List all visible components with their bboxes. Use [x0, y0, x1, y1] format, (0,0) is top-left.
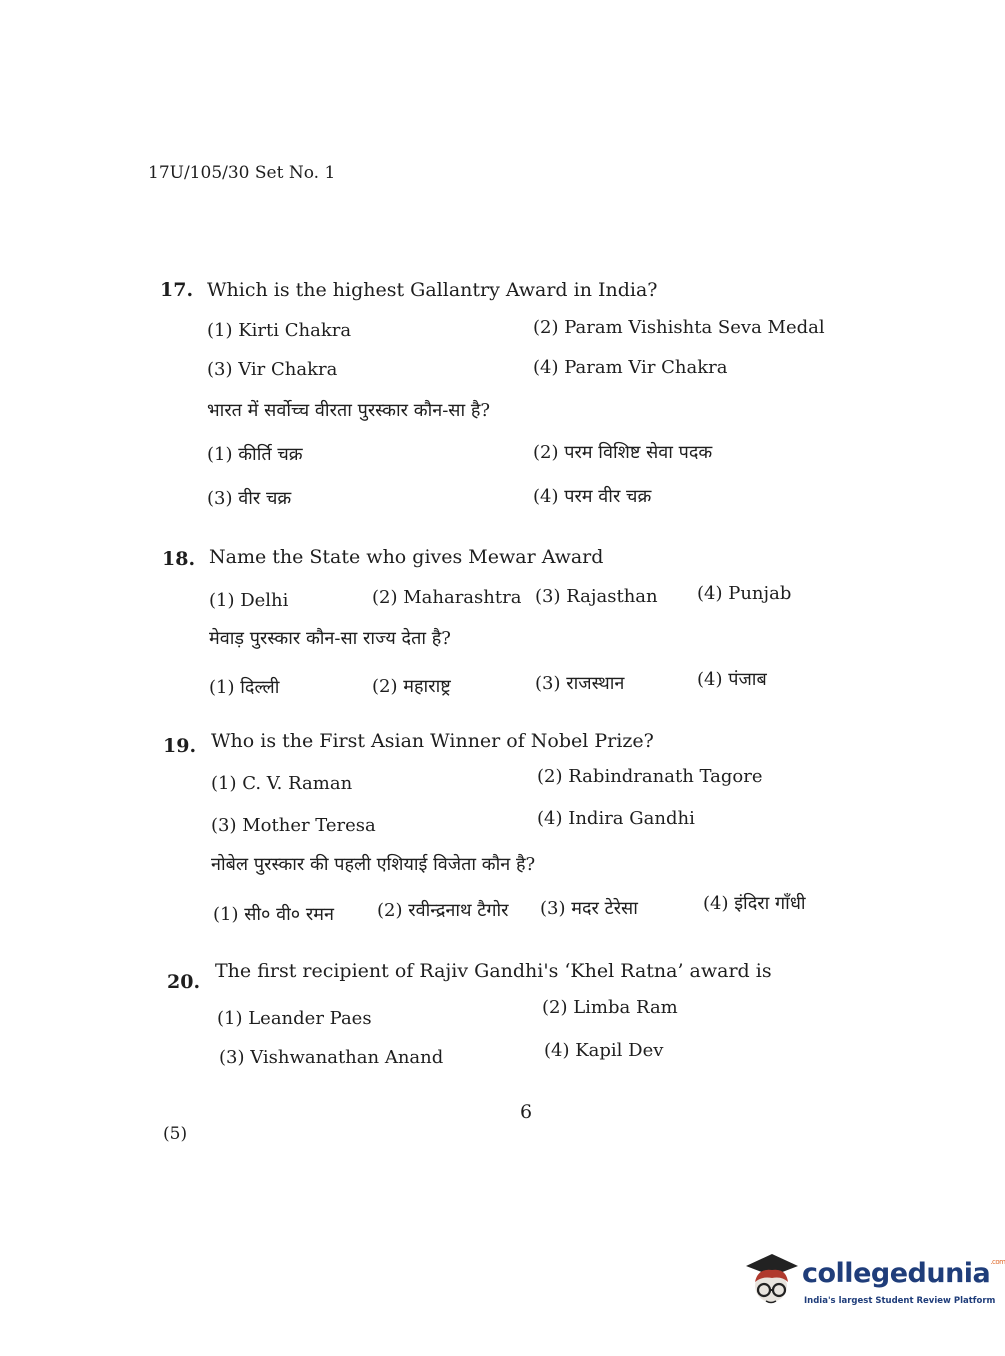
question-17-text: Which is the highest Gallantry Award in India? — [207, 279, 658, 301]
logo-suffix: .com — [990, 1258, 1005, 1266]
q20-option-3: (3) Vishwanathan Anand — [219, 1047, 444, 1068]
mascot-icon — [742, 1252, 800, 1312]
question-18-text: Name the State who gives Mewar Award — [209, 546, 604, 568]
q18-option-2-hindi: (2) महाराष्ट्र — [372, 676, 451, 697]
question-19-number: 19. — [163, 735, 197, 757]
q19-option-1: (1) C. V. Raman — [211, 773, 353, 794]
q19-option-3-hindi: (3) मदर टेरेसा — [540, 898, 638, 919]
question-19-text-hindi: नोबेल पुरस्कार की पहली एशियाई विजेता कौन है? — [211, 854, 536, 875]
paper-set-code: 17U/105/30 Set No. 1 — [148, 163, 336, 183]
question-19-text: Who is the First Asian Winner of Nobel Prize? — [211, 730, 654, 752]
q20-option-1: (1) Leander Paes — [217, 1008, 372, 1029]
q17-option-1: (1) Kirti Chakra — [207, 320, 352, 341]
q19-option-1-hindi: (1) सी० वी० रमन — [213, 904, 334, 925]
q17-option-3: (3) Vir Chakra — [207, 359, 338, 380]
q18-option-1: (1) Delhi — [209, 590, 289, 611]
q17-option-2-hindi: (2) परम विशिष्ट सेवा पदक — [533, 442, 713, 463]
q18-option-3-hindi: (3) राजस्थान — [535, 673, 625, 694]
q17-option-4-hindi: (4) परम वीर चक्र — [533, 486, 652, 507]
q18-option-2: (2) Maharashtra — [372, 587, 522, 608]
q17-option-4: (4) Param Vir Chakra — [533, 357, 728, 378]
q18-option-4-hindi: (4) पंजाब — [697, 669, 767, 690]
q17-option-3-hindi: (3) वीर चक्र — [207, 488, 292, 509]
q20-option-4: (4) Kapil Dev — [544, 1040, 664, 1061]
q17-option-1-hindi: (1) कीर्ति चक्र — [207, 444, 303, 465]
q20-option-2: (2) Limba Ram — [542, 997, 678, 1018]
q19-option-3: (3) Mother Teresa — [211, 815, 376, 836]
q18-option-1-hindi: (1) दिल्ली — [209, 677, 280, 698]
q19-option-4: (4) Indira Gandhi — [537, 808, 695, 829]
collegedunia-logo — [742, 1248, 1005, 1318]
question-17-number: 17. — [160, 279, 194, 301]
question-20-number: 20. — [167, 971, 201, 993]
q17-option-2: (2) Param Vishishta Seva Medal — [533, 317, 825, 338]
question-17-text-hindi: भारत में सर्वोच्च वीरता पुरस्कार कौन-सा है? — [207, 400, 491, 421]
q18-option-4: (4) Punjab — [697, 583, 792, 604]
footer-code: (5) — [163, 1124, 188, 1144]
q19-option-4-hindi: (4) इंदिरा गाँधी — [703, 893, 806, 914]
q19-option-2-hindi: (2) रवीन्द्रनाथ टैगोर — [377, 900, 509, 921]
question-20-text: The first recipient of Rajiv Gandhi's ‘Khel Ratna’ award is — [215, 960, 772, 982]
question-18-text-hindi: मेवाड़ पुरस्कार कौन-सा राज्य देता है? — [209, 628, 451, 649]
q18-option-3: (3) Rajasthan — [535, 586, 658, 607]
logo-tagline: India's largest Student Review Platform — [804, 1296, 996, 1306]
question-18-number: 18. — [162, 548, 196, 570]
page-number: 6 — [520, 1101, 533, 1123]
q19-option-2: (2) Rabindranath Tagore — [537, 766, 763, 787]
logo-brand-text: collegedunia — [802, 1258, 991, 1289]
